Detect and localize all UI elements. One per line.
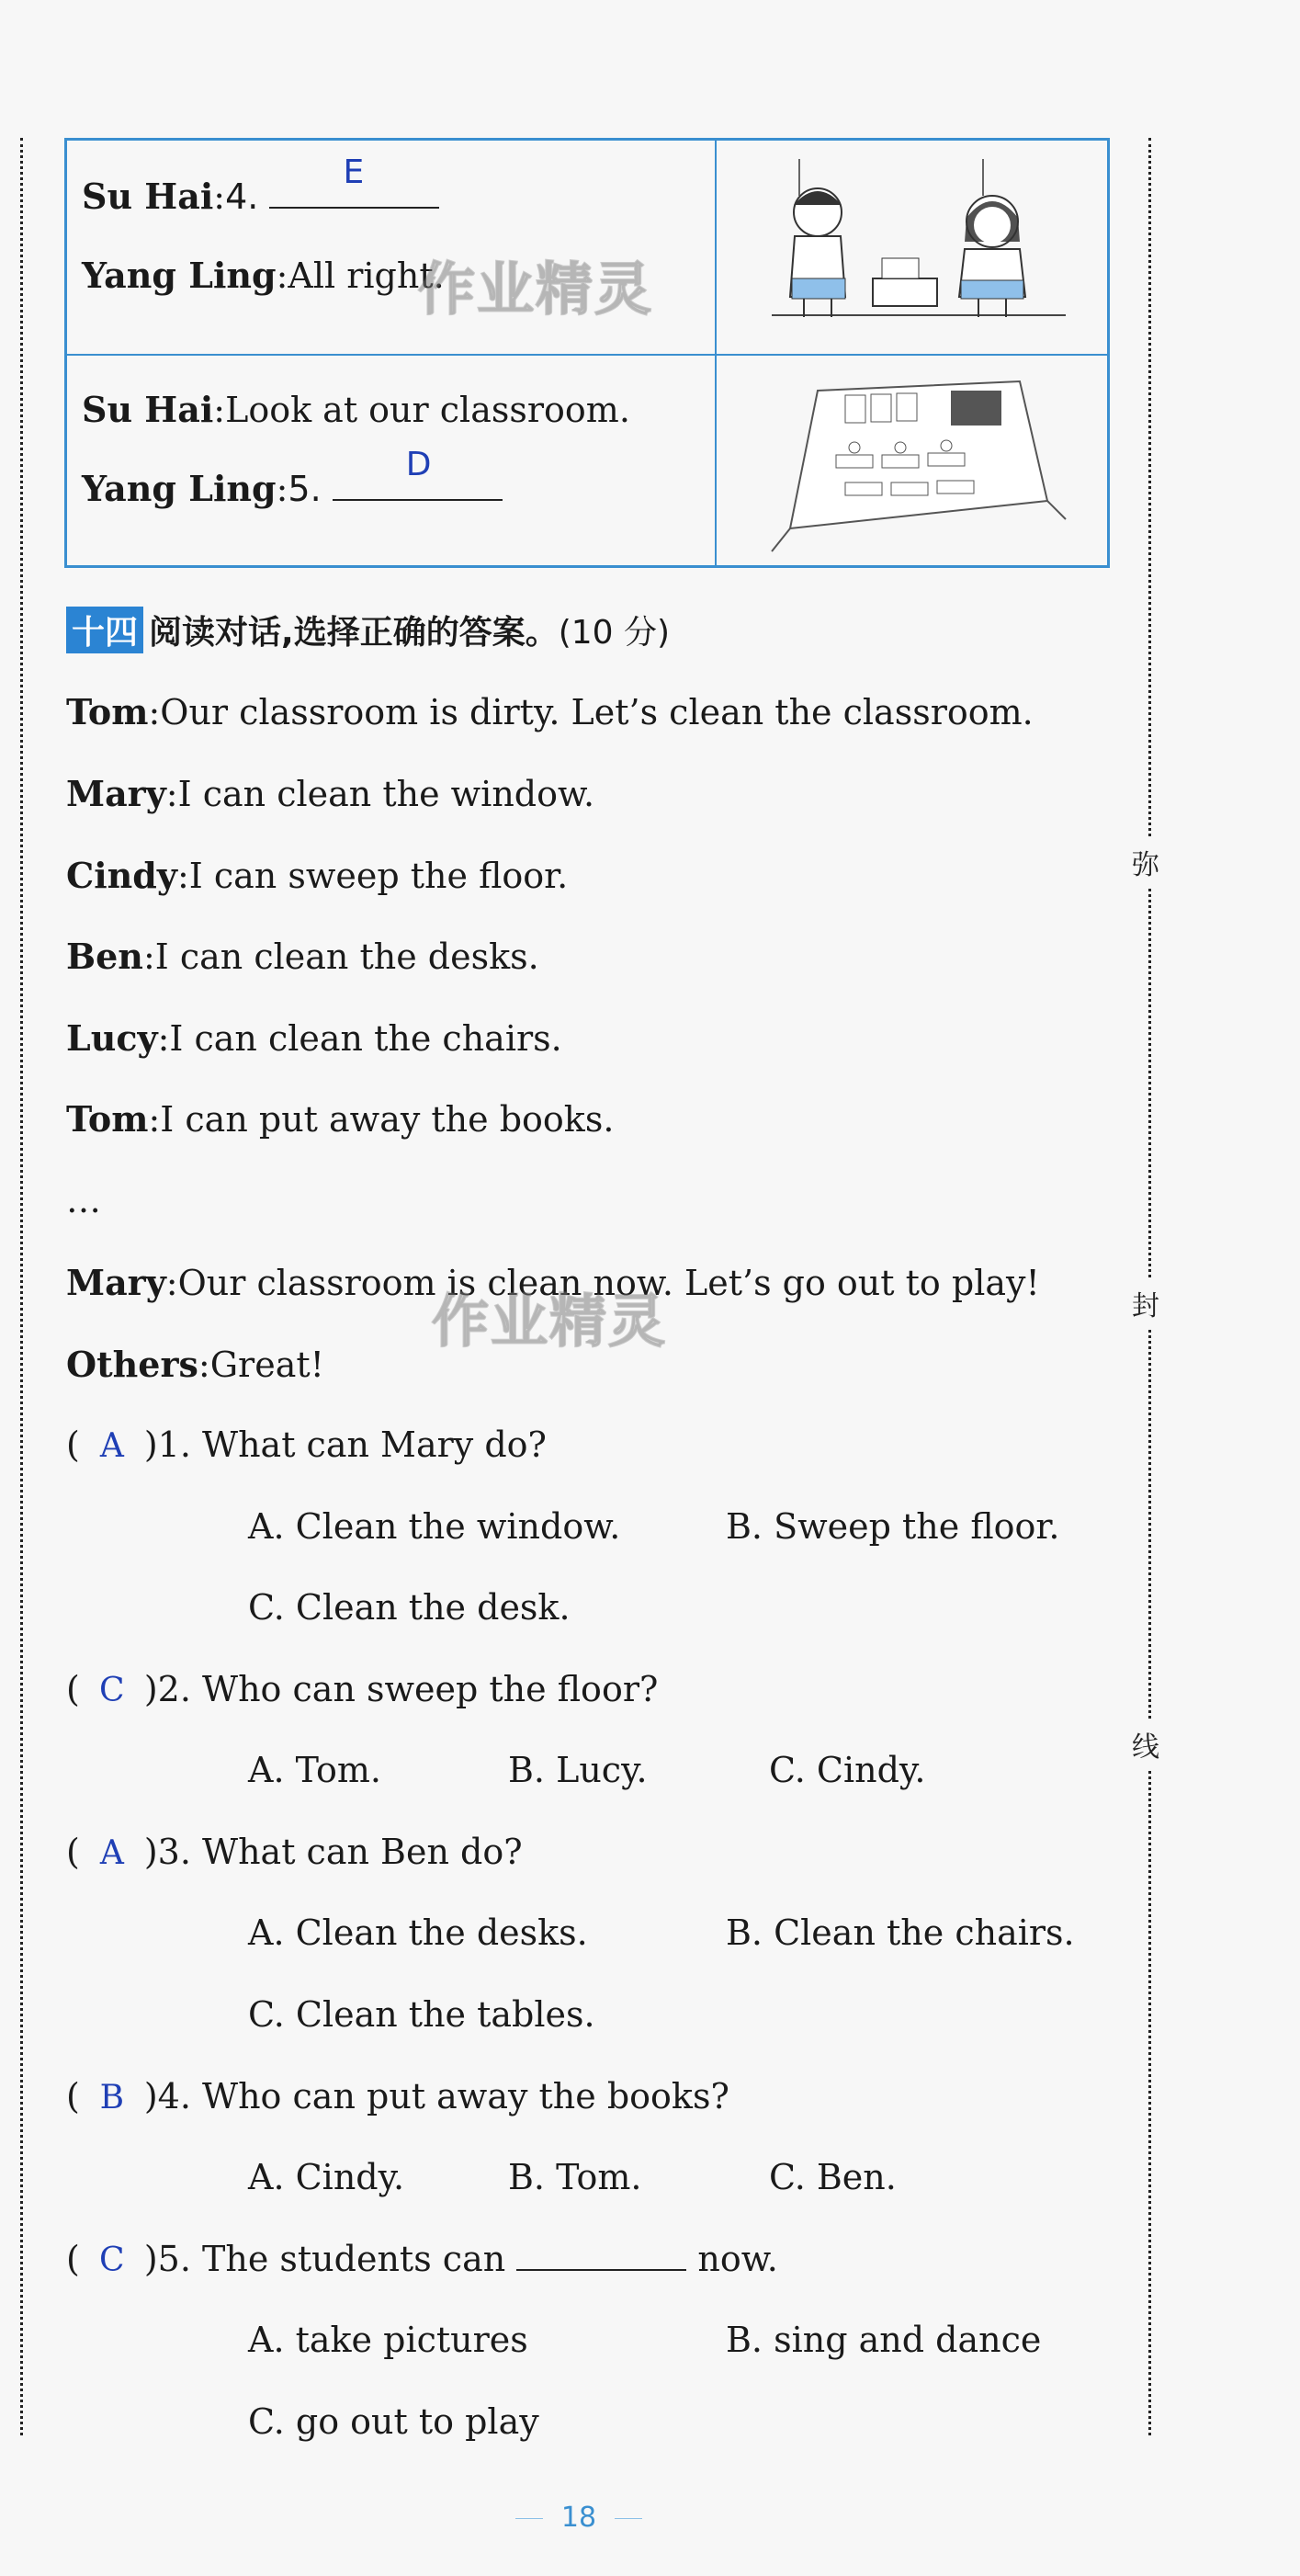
dialogue-line: [66, 936, 539, 977]
option-a: A. take pictures: [248, 2320, 528, 2360]
answer-choice[interactable]: A: [99, 1834, 124, 1872]
dialogue-line: [66, 1098, 614, 1140]
answer-choice[interactable]: B: [99, 2079, 125, 2116]
answer-4: E: [343, 153, 365, 191]
dialogue-table: [64, 138, 1110, 568]
side-char-mi: 弥: [1132, 836, 1159, 888]
separator: :: [213, 176, 226, 217]
speaker: Tom: [66, 1098, 149, 1140]
separator: :: [198, 1345, 210, 1385]
question-4: [66, 2076, 729, 2116]
open-paren: (: [66, 1832, 80, 1872]
question-text: Who can sweep the floor?: [202, 1669, 659, 1709]
page-number: [0, 2502, 1158, 2534]
separator: :: [276, 255, 288, 296]
dialogue-line: [66, 691, 1034, 732]
answer-choice[interactable]: A: [99, 1427, 124, 1465]
option-c: C. Clean the desk.: [248, 1587, 571, 1628]
dialogue-row-2-text: [67, 354, 717, 565]
answer-blank-5[interactable]: [333, 446, 503, 501]
separator: :: [148, 692, 161, 732]
dialogue-line: [66, 1344, 324, 1385]
option-a: A. Tom.: [248, 1750, 381, 1790]
page-number-text: 18: [560, 2502, 597, 2534]
two-girls-illustration: [717, 141, 1110, 354]
question-number: )5.: [143, 2239, 191, 2279]
speaker: Others: [66, 1344, 198, 1385]
separator: :: [165, 1263, 178, 1303]
line-text: Look at our classroom.: [225, 390, 630, 430]
speaker: Mary: [66, 773, 166, 814]
line-text: I can sweep the floor.: [188, 856, 569, 896]
page-number-dash-left: [515, 2518, 543, 2519]
dialogue-row-2: [67, 354, 1107, 565]
option-b: B. Lucy.: [508, 1750, 648, 1790]
line-text: I can clean the desks.: [154, 936, 539, 977]
question-2: [66, 1669, 658, 1709]
open-paren: (: [66, 2239, 80, 2279]
answer-5: D: [405, 446, 432, 483]
binding-line-left: [20, 138, 23, 2435]
option-c: C. go out to play: [248, 2401, 539, 2442]
speaker: Mary: [66, 1262, 166, 1303]
option-b: B. sing and dance: [726, 2320, 1042, 2360]
speaker: Su Hai: [82, 389, 214, 430]
side-char-feng: 封: [1132, 1277, 1159, 1329]
open-paren: (: [66, 2076, 80, 2116]
option-a: A. Cindy.: [248, 2157, 405, 2197]
answer-choice[interactable]: C: [99, 1672, 125, 1709]
question-text-end: now.: [697, 2239, 778, 2279]
question-5: [66, 2239, 778, 2279]
line-text: I can put away the books.: [160, 1099, 615, 1140]
dialogue-line: [66, 773, 594, 814]
section-instruction: 阅读对话,选择正确的答案。: [149, 614, 559, 652]
open-paren: (: [66, 1669, 80, 1709]
line-text: Our classroom is clean now. Let’s go out to play!: [177, 1263, 1040, 1303]
question-text: What can Ben do?: [202, 1832, 523, 1872]
question-3: [66, 1832, 523, 1872]
speaker: Yang Ling: [82, 255, 277, 296]
dialogue-line: [66, 1017, 562, 1059]
page-number-dash-right: [615, 2518, 642, 2519]
separator: :: [213, 390, 226, 430]
speaker: Tom: [66, 691, 149, 732]
section-points: (10 分): [558, 614, 671, 652]
option-b: B. Clean the chairs.: [726, 1912, 1075, 1953]
separator: :: [276, 469, 288, 509]
question-number: )2.: [143, 1669, 191, 1709]
option-c: C. Clean the tables.: [248, 1994, 595, 2035]
side-char-xian: 线: [1132, 1719, 1159, 1770]
item-number: 4.: [225, 176, 259, 217]
row1-line2: [82, 255, 445, 296]
separator: :: [176, 856, 189, 896]
question-number: )3.: [143, 1832, 191, 1872]
row2-line2: [82, 446, 503, 509]
separator: :: [148, 1099, 161, 1140]
dialogue-line: [66, 855, 568, 896]
section-title: [66, 607, 670, 653]
speaker: Ben: [66, 936, 143, 977]
line-text: All right.: [288, 255, 445, 296]
question-number: )4.: [143, 2076, 191, 2116]
separator: :: [157, 1018, 170, 1059]
watermark-top: 作业精灵: [418, 255, 654, 323]
row2-line1: [82, 389, 630, 430]
line-text: Great!: [209, 1345, 324, 1385]
row1-line1: [82, 153, 439, 217]
option-a: A. Clean the window.: [248, 1506, 621, 1547]
speaker: Cindy: [66, 855, 177, 896]
item-number: 5.: [288, 469, 322, 509]
question-number: )1.: [143, 1424, 191, 1465]
option-c: C. Cindy.: [769, 1750, 926, 1790]
line-text: I can clean the chairs.: [169, 1018, 562, 1059]
line-text: Our classroom is dirty. Let’s clean the classroom.: [160, 692, 1034, 732]
separator: :: [165, 774, 178, 814]
watermark-middle: 作业精灵: [432, 1288, 668, 1355]
classroom-illustration: [717, 354, 1110, 565]
open-paren: (: [66, 1424, 80, 1465]
question-text: What can Mary do?: [202, 1424, 547, 1465]
option-a: A. Clean the desks.: [248, 1912, 588, 1953]
speaker: Lucy: [66, 1017, 158, 1059]
speaker: Yang Ling: [82, 468, 277, 509]
question-blank[interactable]: [516, 2241, 686, 2271]
question-1: [66, 1424, 547, 1465]
section-number-badge: 十四: [66, 607, 143, 653]
line-text: I can clean the window.: [177, 774, 595, 814]
question-text: Who can put away the books?: [202, 2076, 729, 2116]
answer-choice[interactable]: C: [99, 2241, 125, 2279]
question-text: The students can: [202, 2239, 506, 2279]
ellipsis: …: [66, 1180, 101, 1220]
speaker: Su Hai: [82, 176, 214, 217]
option-b: B. Tom.: [508, 2157, 642, 2197]
option-b: B. Sweep the floor.: [726, 1506, 1060, 1547]
answer-blank-4[interactable]: [269, 153, 439, 209]
option-c: C. Ben.: [769, 2157, 897, 2197]
separator: :: [142, 936, 155, 977]
